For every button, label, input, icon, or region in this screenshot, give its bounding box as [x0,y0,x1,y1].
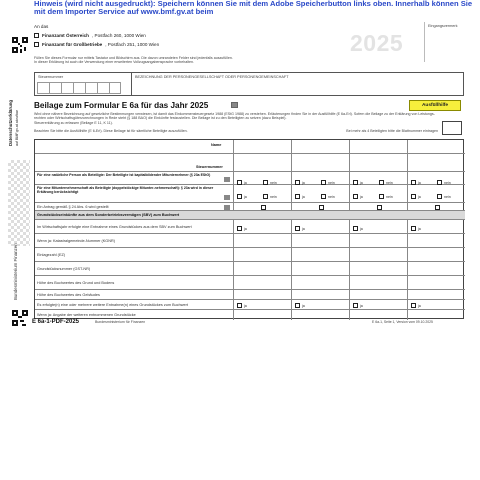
instructions [34,56,414,65]
row-label: Wenn ja: Katastralgemeinde-Nummer (KGNR) [37,239,116,243]
yes-option[interactable] [411,194,421,199]
no-checkbox[interactable] [379,194,384,199]
yes-checkbox[interactable] [237,194,242,199]
no-checkbox[interactable] [263,194,268,199]
tax-number-input[interactable] [37,82,121,94]
no-option[interactable] [379,180,393,185]
no-label: nein [444,194,451,199]
recipient-heading: An das [34,24,49,29]
row-label: Grundstücksnummer (GST-NR) [37,267,91,271]
qr-code-icon [12,310,28,326]
no-label: nein [328,180,335,185]
no-label: nein [386,180,393,185]
sheet-number-input[interactable] [442,121,462,135]
yes-label: ja [244,303,247,308]
yes-option[interactable] [295,194,305,199]
yes-label: ja [418,194,421,199]
yes-label: ja [302,194,305,199]
no-checkbox[interactable] [379,180,384,185]
name-row [35,140,465,154]
yes-checkbox[interactable] [237,226,242,231]
intro-line: Steuererklärung zu erfassen (Beilage E 11, K 11). [34,120,113,125]
yes-option[interactable] [237,194,247,199]
no-label: nein [270,180,277,185]
row-label: Es erfolgte(n) eine oder mehrere weitere Entnahme(n) eines Grundstückes zum Buchwert [37,303,188,307]
no-option[interactable] [321,180,335,185]
table-section-header [35,211,465,220]
table-row [35,262,465,276]
footer-version: E 6a-1, Seite 1, Version vom 09.10.2025 [372,320,433,324]
yes-option[interactable] [353,194,363,199]
yes-label: ja [302,226,305,231]
yes-label: ja [360,180,363,185]
no-label: nein [386,194,393,199]
recipient-checkbox-1[interactable] [34,33,39,38]
no-checkbox[interactable] [263,180,268,185]
no-label: nein [444,180,451,185]
instruction-line: Füllen Sie dieses Formular nur mittels Tastatur und Bildschirm aus. Die davon umrandeten Felder sind jedenfalls auszufüllen. [34,56,233,60]
id-block [34,72,464,96]
participants-table [34,139,464,319]
info-icon[interactable] [224,177,230,182]
yes-checkbox[interactable] [237,180,242,185]
yes-option[interactable] [353,180,363,185]
yes-option[interactable] [237,303,247,308]
yes-label: ja [302,303,305,308]
yes-option[interactable] [353,226,363,231]
form-year: 2025 [350,30,404,56]
yes-label: ja [244,180,247,185]
row-label: Höhe des Buchwertes des Gebäudes [37,293,100,297]
no-option[interactable] [437,194,451,199]
fill-note: Beachten Sie bitte die Ausfüllhilfe (E 6-Erl). Diese Beilage ist für sämtliche Beteiligte auszufüllen. [34,129,188,133]
table-row [35,300,465,310]
instruction-line: In dieser Erklärung ist auch die Verwendung einer erweiterten Vollzugsangabensprache vorbehalten. [34,60,195,65]
info-icon[interactable] [231,102,238,108]
request-checkbox[interactable] [377,205,382,210]
intro-line: Wird ohne nähere Bezeichnung auf gesetzliche Bestimmungen verwiesen, ist damit das Einkommensteuergesetz 1988 (EStG 1988) zu verstehen. Erläuterungen finden Sie in der Ausfüllhilfe (E 6a-Erl). Sofern die Beilage zu der Erklärung von Leistungs- [34,112,435,116]
intro-line: rechten oder Wirtschaftsgüterzurechnungen in Rede steht (§ 188 BAO) die Einkünfte festzustellen. Die Beilage ist zu den Beteiligten zu setzen (dazu Beispiel). [34,116,287,121]
qr-code-icon [12,37,28,53]
yes-option[interactable] [411,226,421,231]
yes-label: ja [418,226,421,231]
form-code: E 6a-1-PDF-2025 [32,319,80,325]
intro-paragraph [34,112,444,125]
row-label: Im Wirtschaftsjahr erfolgte eine Entnahme eines Grundstückes aus dem SBV zum Buchwert [37,225,192,229]
no-option[interactable] [321,194,335,199]
side-pattern [8,160,30,246]
no-label: nein [270,194,277,199]
yes-checkbox[interactable] [353,303,358,308]
side-label-privacy: Datenschutzerklärung [8,99,13,146]
yes-label: ja [360,303,363,308]
yes-checkbox[interactable] [411,303,416,308]
no-checkbox[interactable] [437,180,442,185]
yes-option[interactable] [295,180,305,185]
company-name-label: BEZEICHNUNG DER PERSONENGESELLSCHAFT ODER PERSONENGEMEINSCHAFT [135,75,289,79]
yes-label: ja [302,180,305,185]
no-option[interactable] [263,194,277,199]
info-icon[interactable] [224,195,230,200]
receipt-stamp-area [424,22,468,62]
footer-ministry: Bundesministerium für Finanzen [95,320,146,324]
no-label: nein [328,194,335,199]
yes-checkbox[interactable] [353,226,358,231]
tax-number-row-label: Steuernummer [196,165,223,169]
row-label: Einlagezahl (EZ) [37,253,66,257]
side-privacy-note [8,62,30,152]
page-title: Beilage zum Formular E 6a für das Jahr 2025 [34,101,209,110]
row-label: Ein Antrag gemäß § 24 Abs. 6 wird gestellt [37,205,109,209]
yes-checkbox[interactable] [353,180,358,185]
table-row [35,276,465,290]
no-option[interactable] [263,180,277,185]
recipient-option-2[interactable]: Finanzamt für Großbetriebe , Postfach 251, 1000 Wien [34,42,159,47]
side-label-link: auf BMF.gv.at abrufbar [15,109,19,146]
table-row [35,172,465,185]
yes-checkbox[interactable] [295,194,300,199]
yes-checkbox[interactable] [295,180,300,185]
table-row [35,203,465,211]
yes-label: ja [244,226,247,231]
yes-label: ja [360,194,363,199]
yes-label: ja [244,194,247,199]
ministry-vertical-label: Bundesministerium Finanzen [13,243,18,300]
tax-number-row [35,154,465,172]
info-icon[interactable] [224,205,230,210]
yes-label: ja [360,226,363,231]
table-row [35,234,465,248]
table-row [35,248,465,262]
yes-label: ja [418,180,421,185]
yes-checkbox[interactable] [411,226,416,231]
request-checkbox[interactable] [319,205,324,210]
no-checkbox[interactable] [321,194,326,199]
yes-checkbox[interactable] [353,194,358,199]
name-label: Name [211,143,222,147]
table-row [35,220,465,234]
recipient-checkbox-2[interactable] [34,42,39,47]
yes-label: ja [418,303,421,308]
section-label: Grundstückseinkünfte aus dem Sonderbetriebsvermögen (SBV) zum Buchwert [37,213,180,217]
yes-checkbox[interactable] [411,180,416,185]
table-row [35,185,465,203]
yes-option[interactable] [237,180,247,185]
recipient-option-1[interactable]: Finanzamt Österreich , Postfach 260, 1000 Wien [34,33,146,38]
yes-checkbox[interactable] [411,194,416,199]
sheet-count-line [34,129,464,133]
yes-option[interactable] [295,303,305,308]
yes-checkbox[interactable] [237,303,242,308]
sheet-number-note: Bei mehr als 4 Beteiligten bitte die Blattnummer eintragen [346,129,438,133]
save-hint: Hinweis (wird nicht ausgedruckt): Speichern können Sie mit dem Adobe Speicherbutton links oben. Innerhalb können Sie mit dem Importer Service auf www.bmf.gv.at beim [34,0,473,16]
no-checkbox[interactable] [437,194,442,199]
yes-option[interactable] [295,226,305,231]
request-checkbox[interactable] [261,205,266,210]
yes-option[interactable] [411,303,421,308]
yes-checkbox[interactable] [295,303,300,308]
table-row [35,290,465,300]
no-checkbox[interactable] [321,180,326,185]
no-option[interactable] [379,194,393,199]
yes-option[interactable] [237,226,247,231]
help-button[interactable]: Ausfüllhilfe [409,100,461,111]
yes-option[interactable] [411,180,421,185]
receipt-stamp-label: Eingangsvermerk [428,24,458,28]
tax-number-label: Steuernummer [38,75,64,79]
yes-checkbox[interactable] [295,226,300,231]
yes-option[interactable] [353,303,363,308]
request-checkbox[interactable] [435,205,440,210]
row-label: Für eine natürliche Person als Beteiligte: Der Beteiligte ist kapitalbildender Mitunternehmer (§ 23a EStG) [37,173,211,177]
row-label: Für eine Mitunternehmerschaft als Beteiligte (doppelstöckige Mitunter-nehmerschaft): § 23a wird in dieser Erklärung berücksichtigt [37,186,214,194]
row-label: Höhe des Buchwertes des Grund und Bodens [37,281,115,285]
table-row [35,310,465,320]
no-option[interactable] [437,180,451,185]
row-label: Wenn ja: Angabe der weiteren entnommenen Grundstücke [37,313,136,317]
